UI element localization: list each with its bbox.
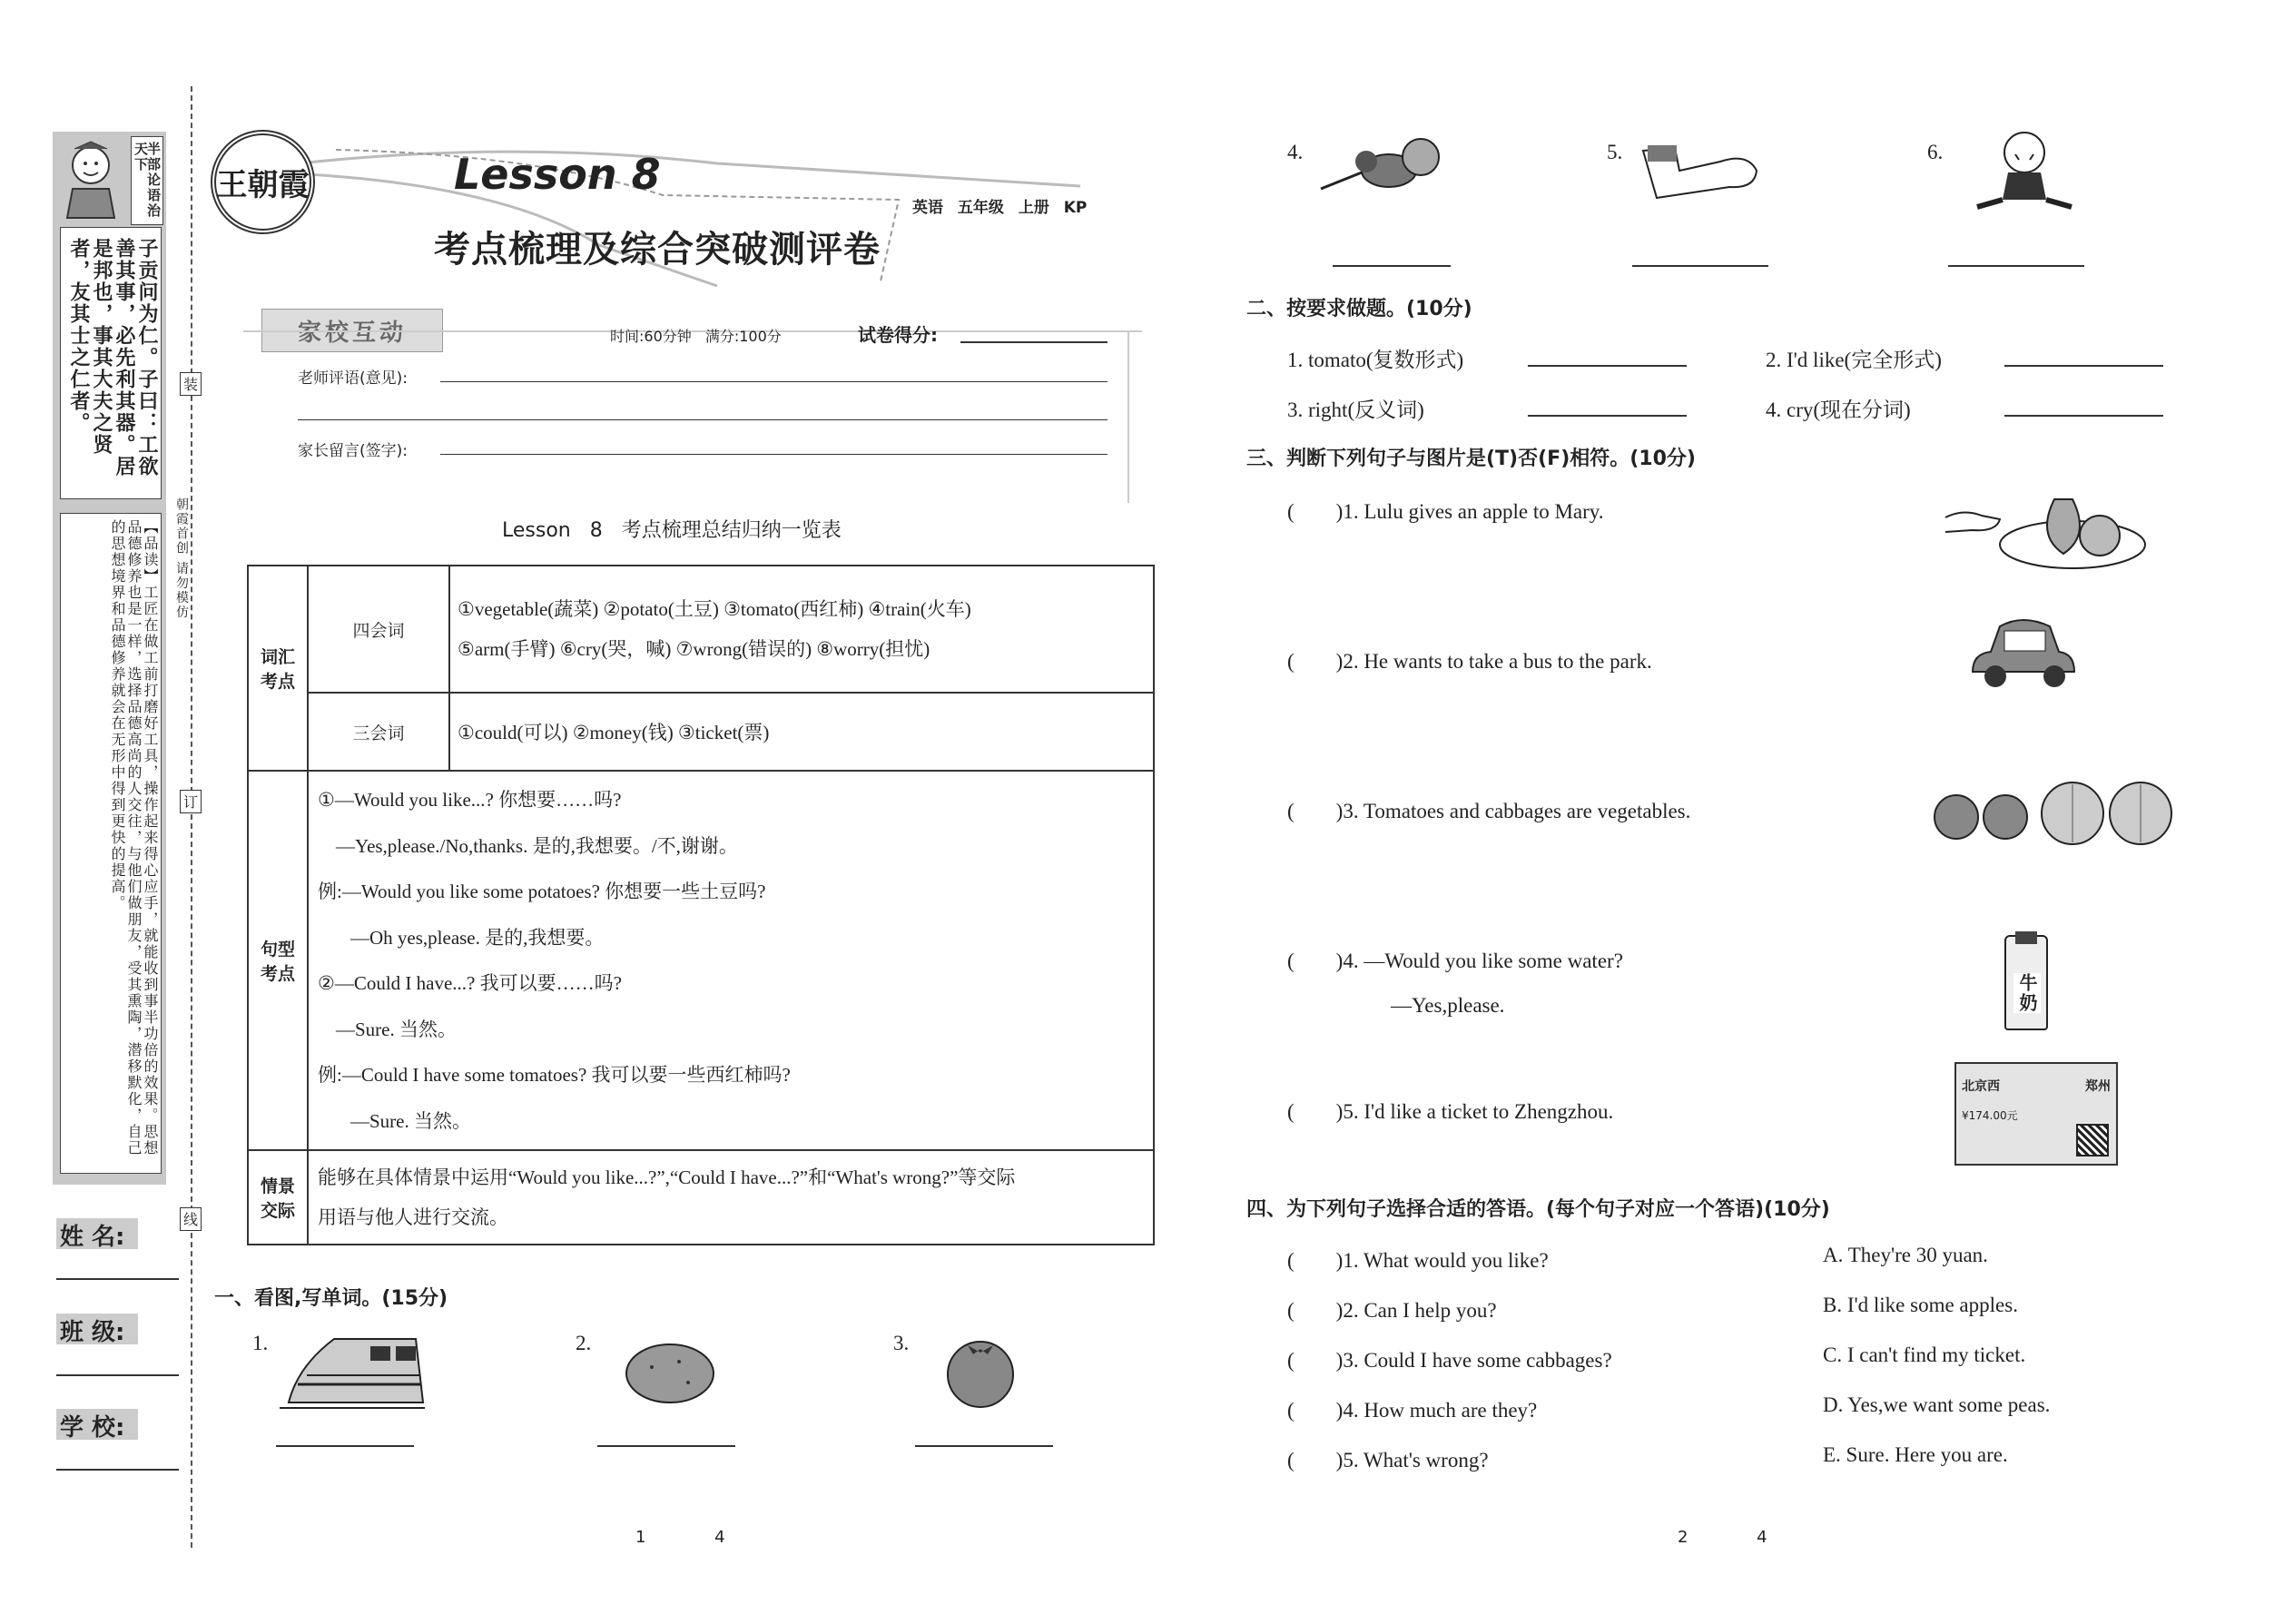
part1-answer-1[interactable] — [276, 1445, 414, 1447]
cut-mark-1: 装 — [180, 372, 202, 396]
parent-comment-label: 家长留言(签字): — [298, 442, 408, 460]
part1-item-1: 1. — [252, 1332, 269, 1354]
score-label: 试卷得分: — [858, 324, 938, 346]
part2-answer-4[interactable] — [2004, 415, 2163, 417]
vegetables-picture — [1321, 134, 1457, 198]
score-field[interactable] — [960, 341, 1108, 343]
situation-line-1: 能够在具体情景中运用“Would you like...?”,“Could I have...?”和“What's wrong?”等交际 — [318, 1166, 1016, 1188]
three-skill-cell — [308, 693, 449, 771]
test-subtitle: 考点梳理及综合突破测评卷 — [434, 229, 881, 271]
ticket-qr-code — [2076, 1124, 2109, 1156]
giving-fruit-picture — [1945, 481, 2150, 572]
part4-question-5[interactable]: ( )5. What's wrong? — [1287, 1449, 1489, 1471]
bottle-cap — [2015, 931, 2037, 944]
part2-answer-3[interactable] — [1528, 415, 1687, 417]
situation-cell — [308, 1150, 1154, 1245]
tomatoes-cabbages-picture — [1932, 779, 2177, 847]
sentence-head-cell — [248, 771, 308, 1150]
ticket-route — [1962, 1077, 2111, 1095]
school-label: 学 校: — [56, 1409, 138, 1440]
vocab-head-cell — [248, 566, 308, 771]
vertical-motto: 半部论语治天下 — [133, 142, 162, 219]
part2-title: 二、按要求做题。(10分) — [1246, 298, 1472, 320]
part1-item-2: 2. — [576, 1332, 592, 1354]
part3-item-3[interactable]: ( )3. Tomatoes and cabbages are vegetables. — [1287, 800, 1691, 822]
part2-item-4: 4. cry(现在分词) — [1766, 399, 1911, 421]
sentence-cell — [308, 771, 1154, 1150]
analects-quote: 子贡问为仁。子曰：工欲善其事，必先利其器。居是邦也，事其大夫之贤者，友其士之仁者。 — [67, 238, 158, 477]
four-skill-cell — [308, 566, 449, 693]
cut-mark-3: 线 — [180, 1207, 202, 1231]
part2-item-1: 1. tomato(复数形式) — [1287, 349, 1464, 371]
school-field[interactable] — [56, 1469, 179, 1471]
three-skill-words-cell — [449, 693, 1154, 771]
part4-question-1[interactable]: ( )1. What would you like? — [1287, 1249, 1549, 1272]
part3-item-4-reply: —Yes,please. — [1391, 994, 1505, 1017]
part4-answer-e: E. Sure. Here you are. — [1823, 1443, 2008, 1466]
situation-head: 情景交际 — [260, 1176, 295, 1221]
part1-item-5: 5. — [1607, 141, 1623, 163]
class-label: 班 级: — [56, 1314, 138, 1344]
summary-title: Lesson 8 考点梳理总结归纳一览表 — [502, 519, 842, 542]
milk-bottle-picture — [2004, 935, 2048, 1030]
right-page-number: 2 4 — [1678, 1528, 1767, 1547]
four-skill-line-1: ①vegetable(蔬菜) ②potato(土豆) ③tomato(西红柿) ④train(火车) — [458, 598, 971, 620]
three-skill-line: ①could(可以) ②money(钱) ③ticket(票) — [458, 722, 770, 743]
part4-question-4[interactable]: ( )4. How much are they? — [1287, 1399, 1538, 1422]
sentence-line: —Oh yes,please. 是的,我想要。 — [350, 926, 605, 949]
sentence-line: 例:—Could I have some tomatoes? 我可以要一些西红柿吗? — [318, 1064, 791, 1086]
part1-answer-5[interactable] — [1632, 265, 1768, 267]
situation-head-cell — [248, 1150, 308, 1245]
part1-item-4: 4. — [1287, 141, 1304, 163]
sentence-line: 例:—Would you like some potatoes? 你想要一些土豆吗? — [318, 881, 766, 902]
header-rule-vertical — [1127, 330, 1129, 503]
part1-answer-3[interactable] — [915, 1445, 1053, 1447]
part4-question-3[interactable]: ( )3. Could I have some cabbages? — [1287, 1349, 1612, 1372]
part3-item-5[interactable]: ( )5. I'd like a ticket to Zhengzhou. — [1287, 1100, 1614, 1123]
teacher-comment-field-2[interactable] — [298, 419, 1108, 420]
part3-item-1[interactable]: ( )1. Lulu gives an apple to Mary. — [1287, 500, 1604, 523]
part3-item-4[interactable]: ( )4. —Would you like some water? — [1287, 950, 1623, 972]
part1-answer-6[interactable] — [1948, 265, 2084, 267]
arm-picture — [1639, 143, 1761, 202]
ticket-to: 郑州 — [2085, 1079, 2111, 1094]
class-field[interactable] — [56, 1374, 179, 1376]
part1-answer-2[interactable] — [597, 1445, 735, 1447]
ticket-from: 北京西 — [1962, 1079, 2000, 1094]
part2-item-3: 3. right(反义词) — [1287, 399, 1424, 421]
home-school-tag: 家校互动 — [261, 309, 443, 352]
logo-emblem — [211, 130, 315, 234]
part4-question-2[interactable]: ( )2. Can I help you? — [1287, 1299, 1497, 1322]
name-label: 姓 名: — [56, 1218, 138, 1249]
milk-label: 牛奶 — [2013, 973, 2041, 1013]
four-skill-words-cell — [449, 566, 1154, 693]
part1-title: 一、看图,写单词。(15分) — [214, 1287, 448, 1310]
part4-answer-d: D. Yes,we want some peas. — [1823, 1393, 2051, 1416]
part1-answer-4[interactable] — [1333, 265, 1451, 267]
sentence-line: —Yes,please./No,thanks. 是的,我想要。/不,谢谢。 — [336, 834, 738, 857]
logo-text: 王朝霞 — [216, 169, 310, 202]
part2-item-2: 2. I'd like(完全形式) — [1766, 349, 1942, 371]
lesson-title: Lesson 8 — [454, 150, 661, 199]
part4-answer-a: A. They're 30 yuan. — [1823, 1244, 1988, 1266]
vocab-head: 词汇考点 — [260, 647, 295, 692]
left-page-number: 1 4 — [635, 1528, 725, 1547]
ticket-price: ¥174.00元 — [1962, 1109, 2018, 1122]
cut-mark-2: 订 — [180, 790, 202, 813]
reading-text: 【品读】工匠在做工前打磨好工具，操作起来得心应手，就能收到事半功倍的效果。思想品德修养也是一样，选择品德高尚的人交往，与他们做朋友，受其熏陶，潜移默化，自己的思想境界和品德修养就会在无形中得到更快的提高。 — [109, 519, 159, 1156]
part4-answer-b: B. I'd like some apples. — [1823, 1294, 2018, 1316]
part2-answer-2[interactable] — [2004, 365, 2163, 367]
sentence-head: 句型考点 — [260, 940, 295, 984]
teacher-comment-label: 老师评语(意见): — [298, 369, 408, 388]
part3-item-2[interactable]: ( )2. He wants to take a bus to the park. — [1287, 650, 1652, 673]
summary-table — [247, 565, 1155, 1245]
part1-item-3: 3. — [893, 1332, 910, 1354]
parent-comment-field[interactable] — [440, 454, 1108, 455]
situation-line-2: 用语与他人进行交流。 — [318, 1206, 508, 1228]
car-picture — [1964, 608, 2082, 699]
three-skill-label: 三会词 — [352, 723, 405, 743]
tomato-picture — [942, 1334, 1019, 1407]
sentence-line: ①—Would you like...? 你想要……吗? — [318, 789, 622, 811]
part4-answer-c: C. I can't find my ticket. — [1823, 1343, 2026, 1366]
four-skill-label: 四会词 — [352, 620, 405, 641]
crying-child-picture — [1968, 127, 2082, 213]
cut-line — [191, 86, 192, 1548]
part2-answer-1[interactable] — [1528, 365, 1687, 367]
sentence-line: —Sure. 当然。 — [350, 1109, 471, 1132]
four-skill-line-2: ⑤arm(手臂) ⑥cry(哭，喊) ⑦wrong(错误的) ⑧worry(担忧) — [458, 638, 930, 660]
train-ticket-picture — [1954, 1062, 2118, 1166]
name-field[interactable] — [56, 1278, 179, 1280]
sentence-line: ②—Could I have...? 我可以要……吗? — [318, 972, 622, 994]
part3-title: 三、判断下列句子与图片是(T)否(F)相符。(10分) — [1246, 448, 1696, 470]
time-info: 时间:60分钟 满分:100分 — [610, 328, 782, 345]
train-picture — [280, 1330, 425, 1412]
grade-tag: 英语 五年级 上册 KP — [912, 199, 1088, 217]
teacher-comment-field[interactable] — [440, 381, 1108, 382]
potato-picture — [625, 1342, 715, 1405]
side-note: 朝霞首创 请勿模仿 — [174, 497, 189, 620]
cartoon-image — [56, 136, 129, 220]
sentence-line: —Sure. 当然。 — [336, 1018, 457, 1040]
part4-title: 四、为下列句子选择合适的答语。(每个句子对应一个答语)(10分) — [1246, 1198, 1830, 1221]
part1-item-6: 6. — [1927, 141, 1944, 163]
